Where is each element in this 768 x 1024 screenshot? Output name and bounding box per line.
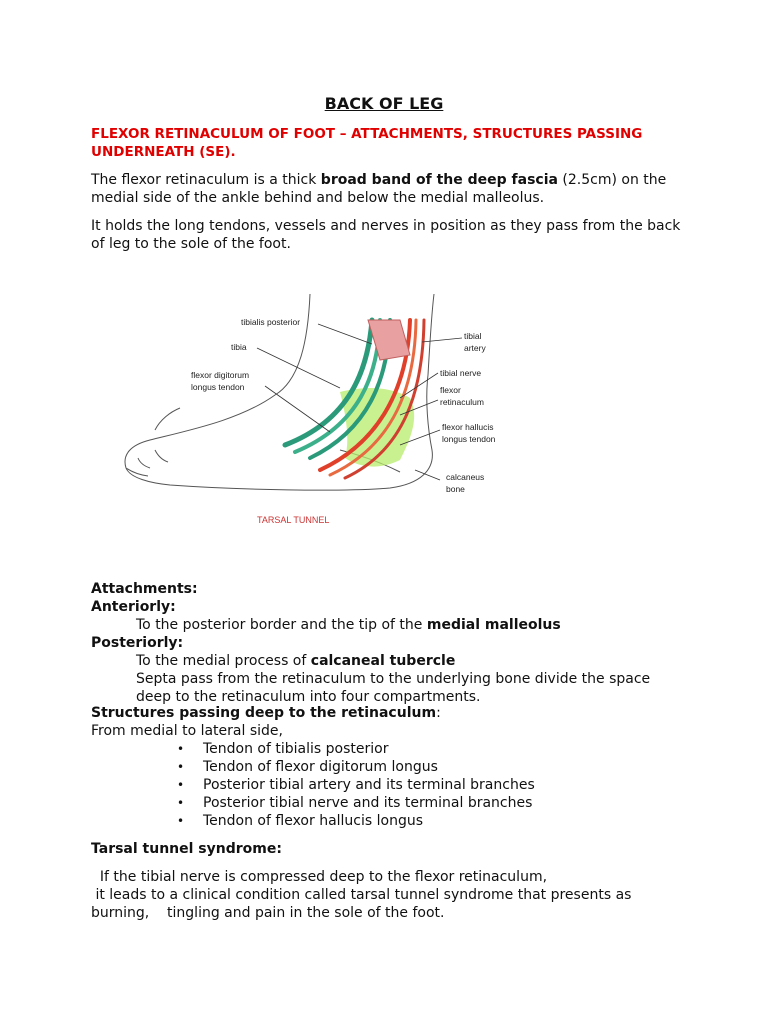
- posteriorly-bold: calcaneal tubercle: [310, 653, 456, 669]
- label-tibial-artery-1: tibial: [464, 331, 482, 341]
- label-calcaneus-2: bone: [446, 484, 465, 494]
- bullet-icon: •: [177, 742, 185, 756]
- intro-bold-text: broad band of the deep fascia: [320, 172, 558, 188]
- list-item: [177, 812, 535, 830]
- list-item: [177, 740, 535, 758]
- label-tibia: tibia: [231, 342, 247, 352]
- intro-paragraph-1: [91, 171, 691, 207]
- structures-heading: [91, 704, 441, 722]
- label-tibial-nerve: tibial nerve: [440, 368, 482, 378]
- label-calcaneus-1: calcaneus: [446, 472, 485, 482]
- list-item-text: Posterior tibial nerve and its terminal branches: [203, 795, 533, 811]
- label-fdl-1: flexor digitorum: [191, 370, 250, 380]
- septa-line-1: Septa pass from the retinaculum to the underlying bone divide the space: [136, 671, 651, 687]
- bullet-icon: •: [177, 814, 185, 828]
- label-fhl-1: flexor hallucis: [442, 422, 494, 432]
- anteriorly-desc: To the posterior border and the tip of the: [136, 617, 427, 633]
- intro-paragraph-2: It holds the long tendons, vessels and nerves in position as they pass from the back of leg to the sole of the foot.: [91, 218, 681, 252]
- list-item: [177, 776, 535, 794]
- tts-line-1: If the tibial nerve is compressed deep to the flexor retinaculum,: [91, 869, 548, 885]
- tts-line-2: it leads to a clinical condition called tarsal tunnel syndrome that presents as: [91, 887, 632, 903]
- list-item: [177, 794, 535, 812]
- septa-line-2: deep to the retinaculum into four compartments.: [136, 689, 481, 705]
- label-flexor-ret-1: flexor: [440, 385, 461, 395]
- section-subheading: [91, 125, 691, 161]
- tts-line-3: burning, tingling and pain in the sole of the foot.: [91, 905, 445, 921]
- structures-list: [177, 740, 535, 830]
- page-title: BACK OF LEG: [324, 94, 444, 113]
- posteriorly-text: [136, 652, 455, 670]
- anteriorly-text: [136, 616, 561, 634]
- label-fhl-2: longus tendon: [442, 434, 496, 444]
- attachments-heading: Attachments:: [91, 581, 198, 597]
- list-item-text: Tendon of flexor digitorum longus: [203, 759, 438, 775]
- label-flexor-ret-2: retinaculum: [440, 397, 484, 407]
- label-fdl-2: longus tendon: [191, 382, 245, 392]
- structures-heading-colon: :: [436, 705, 441, 721]
- list-item-text: Tendon of tibialis posterior: [203, 741, 389, 757]
- ankle-illustration: [110, 280, 510, 540]
- intro-text-cont: (2.5cm) on the medial side of the ankle behind and below the medial malleolus.: [91, 172, 667, 206]
- list-item-text: Tendon of flexor hallucis longus: [203, 813, 424, 829]
- label-tibial-artery-2: artery: [464, 343, 486, 353]
- figure-caption: TARSAL TUNNEL: [257, 515, 330, 525]
- tarsal-tunnel-figure: [110, 280, 510, 540]
- bullet-icon: •: [177, 760, 185, 774]
- intro-text: The flexor retinaculum is a thick: [91, 172, 321, 188]
- list-item: [177, 758, 535, 776]
- bullet-icon: •: [177, 778, 185, 792]
- anteriorly-bold: medial malleolus: [426, 617, 561, 633]
- tts-heading: Tarsal tunnel syndrome:: [91, 841, 282, 857]
- subheading-line-1: FLEXOR RETINACULUM OF FOOT – ATTACHMENTS, STRUCTURES PASSING: [91, 126, 643, 142]
- label-tibialis-posterior: tibialis posterior: [241, 317, 301, 327]
- posteriorly-desc: To the medial process of: [136, 653, 311, 669]
- anteriorly-label: Anteriorly:: [91, 599, 176, 615]
- list-item-text: Posterior tibial artery and its terminal branches: [203, 777, 535, 793]
- posteriorly-label: Posteriorly:: [91, 635, 184, 651]
- bullet-icon: •: [177, 796, 185, 810]
- subheading-line-2: UNDERNEATH (SE).: [91, 144, 236, 160]
- structures-intro: From medial to lateral side,: [91, 723, 283, 739]
- structures-heading-text: Structures passing deep to the retinaculum: [91, 705, 437, 721]
